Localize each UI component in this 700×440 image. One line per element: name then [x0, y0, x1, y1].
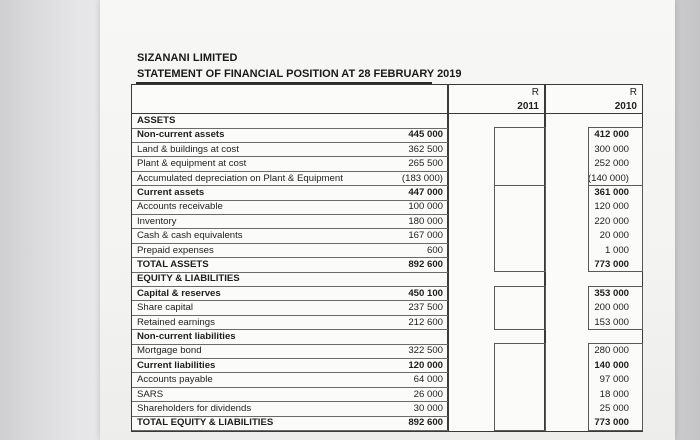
- amount-2010: 97 000: [599, 374, 629, 386]
- row-label: Retained earnings: [137, 316, 215, 328]
- amount-2011: 892 600: [408, 417, 443, 429]
- table-row: [131, 258, 643, 272]
- table-row: [131, 128, 643, 142]
- table-row: [131, 388, 643, 402]
- amount-2011: 26 000: [413, 388, 443, 400]
- amount-group-box: [588, 343, 643, 430]
- company-name: SIZANANI LIMITED: [137, 52, 238, 64]
- amount-2011: 237 500: [408, 302, 443, 314]
- row-label: ASSETS: [137, 115, 176, 126]
- table-row: [131, 316, 643, 330]
- amount-2010: 353 000: [594, 287, 629, 299]
- row-label: Current assets: [137, 187, 205, 198]
- amount-2010: 412 000: [594, 129, 629, 141]
- table-row: [131, 186, 643, 200]
- amount-2011: (183 000): [401, 172, 443, 184]
- table-row: [131, 229, 643, 243]
- amount-group-box: [494, 127, 546, 186]
- table-row: [131, 301, 643, 315]
- row-label: SARS: [137, 388, 164, 400]
- row-label: Current liabilities: [137, 359, 216, 371]
- amount-2011: 450 100: [408, 287, 443, 299]
- row-label: Cash & cash equivalents: [137, 230, 243, 242]
- amount-group-box: [588, 127, 643, 186]
- amount-group-box: [494, 343, 546, 430]
- amount-group-box: [494, 286, 546, 330]
- amount-group-box: [588, 286, 643, 330]
- table-row: [131, 157, 643, 171]
- amount-2011: 212 600: [408, 316, 443, 328]
- table-row: [131, 402, 643, 416]
- amount-2010: 773 000: [594, 417, 629, 429]
- currency-label: R: [531, 87, 539, 98]
- amount-2010: 18 000: [599, 388, 629, 400]
- amount-2010: 20 000: [599, 230, 629, 242]
- amount-2011: 167 000: [408, 230, 443, 242]
- currency-label: R: [629, 87, 637, 98]
- header-year-2010: [545, 84, 643, 114]
- table-row: [131, 287, 643, 301]
- row-label: EQUITY & LIABILITIES: [137, 273, 240, 285]
- amount-2011: 445 000: [408, 129, 443, 141]
- row-label: Shareholders for dividends: [137, 403, 252, 414]
- amount-2011: 180 000: [408, 215, 443, 227]
- row-label: TOTAL ASSETS: [137, 259, 209, 270]
- amount-2010: 140 000: [594, 359, 629, 371]
- table-row: [131, 172, 643, 186]
- table-row: [131, 215, 643, 229]
- row-label: Non-current liabilities: [137, 331, 236, 342]
- statement-title: STATEMENT OF FINANCIAL POSITION AT 28 FEBRUARY 2019: [137, 68, 462, 80]
- financial-position-table: [131, 84, 643, 432]
- amount-2011: 30 000: [413, 403, 443, 414]
- amount-2010: 120 000: [594, 201, 629, 213]
- amount-2010: 361 000: [594, 187, 629, 198]
- amount-2011: 362 500: [408, 143, 443, 155]
- table-row: [131, 359, 643, 373]
- amount-2011: 64 000: [413, 374, 443, 386]
- amount-2011: 600: [426, 244, 443, 256]
- table-row: [131, 373, 643, 387]
- amount-2010: 200 000: [594, 302, 629, 314]
- amount-2010: 25 000: [599, 403, 629, 414]
- amount-2011: 447 000: [408, 187, 443, 198]
- row-label: Accumulated depreciation on Plant & Equipment: [137, 172, 343, 184]
- row-label: Plant & equipment at cost: [137, 158, 247, 170]
- amount-2010: (140 000): [587, 172, 629, 184]
- amount-2010: 153 000: [594, 316, 629, 328]
- row-label: Accounts receivable: [137, 201, 223, 213]
- amount-2011: 265 500: [408, 158, 443, 170]
- amount-2010: 1 000: [604, 244, 629, 256]
- amount-2010: 252 000: [594, 158, 629, 170]
- amount-2010: 300 000: [594, 143, 629, 155]
- year-label: 2011: [517, 101, 539, 112]
- table-row: [131, 244, 643, 258]
- header-label-cell: [131, 84, 448, 114]
- row-divider: [132, 430, 448, 431]
- amount-2011: 892 600: [408, 259, 443, 270]
- row-label: Share capital: [137, 302, 193, 314]
- table-row: [131, 272, 643, 286]
- row-label: Accounts payable: [137, 374, 213, 386]
- table-row: [131, 114, 643, 128]
- amount-2010: 220 000: [594, 215, 629, 227]
- amount-2011: 100 000: [408, 201, 443, 213]
- table-row: [131, 200, 643, 214]
- amount-2011: 322 500: [408, 345, 443, 357]
- row-label: Land & buildings at cost: [137, 143, 239, 155]
- row-label: TOTAL EQUITY & LIABILITIES: [137, 417, 274, 429]
- row-label: Prepaid expenses: [137, 244, 214, 256]
- header-year-2011: [448, 84, 545, 114]
- row-label: Capital & reserves: [137, 287, 221, 299]
- amount-group-box: [494, 185, 546, 272]
- amount-2010: 773 000: [594, 259, 629, 270]
- amount-2011: 120 000: [408, 359, 443, 371]
- row-label: Non-current assets: [137, 129, 225, 141]
- row-label: Mortgage bond: [137, 345, 202, 357]
- amount-group-box: [588, 185, 643, 272]
- year-label: 2010: [614, 101, 637, 112]
- table-row: [131, 344, 643, 358]
- table-row: [131, 330, 643, 344]
- table-row: [131, 143, 643, 157]
- table-row: [131, 416, 643, 430]
- amount-2010: 280 000: [594, 345, 629, 357]
- row-label: Inventory: [137, 215, 177, 227]
